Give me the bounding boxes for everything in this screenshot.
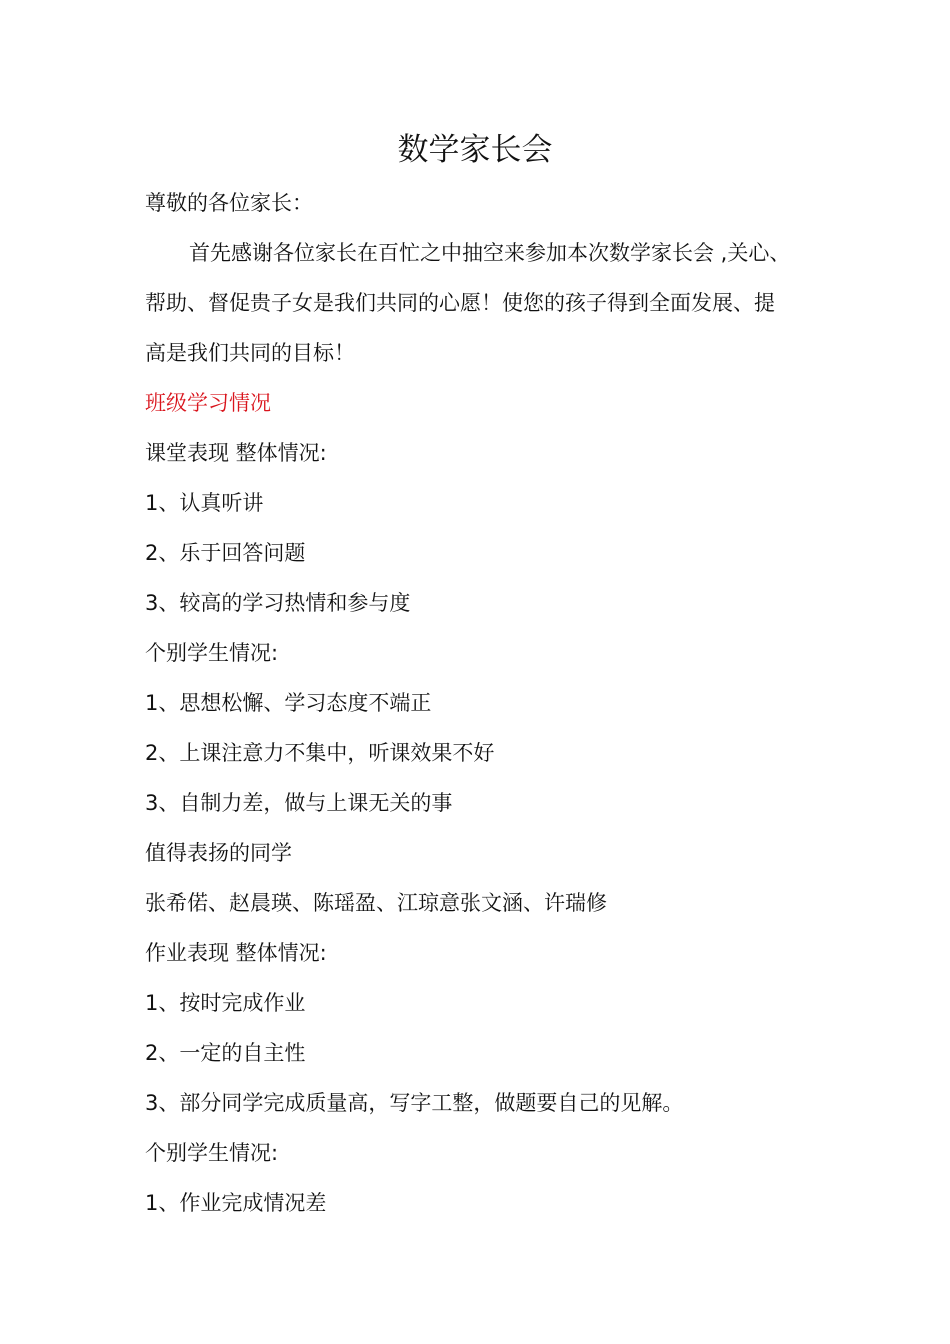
document-body <box>145 178 825 1228</box>
list-item: 3、自制力差，做与上课无关的事 <box>145 791 453 815</box>
intro-line-1: 首先感谢各位家长在百忙之中抽空来参加本次数学家长会 ,关心、 <box>189 241 791 265</box>
praise-names: 张希偌、赵晨瑛、陈瑶盈、江琼意张文涵、许瑞修 <box>145 891 607 915</box>
list-item: 2、乐于回答问题 <box>145 541 306 565</box>
list-item: 2、上课注意力不集中，听课效果不好 <box>145 741 495 765</box>
intro-line-2: 帮助、督促贵子女是我们共同的心愿！使您的孩子得到全面发展、提 <box>145 291 775 315</box>
section-heading: 班级学习情况 <box>145 391 271 415</box>
list-item: 1、认真听讲 <box>145 491 264 515</box>
list-item: 1、作业完成情况差 <box>145 1191 327 1215</box>
list-item: 2、一定的自主性 <box>145 1041 306 1065</box>
classroom-individual-heading: 个别学生情况: <box>145 641 279 665</box>
list-item: 1、按时完成作业 <box>145 991 306 1015</box>
classroom-heading: 课堂表现 整体情况: <box>145 441 327 465</box>
list-item: 3、部分同学完成质量高，写字工整，做题要自己的见解。 <box>145 1091 684 1115</box>
intro-line-3: 高是我们共同的目标！ <box>145 341 355 365</box>
greeting: 尊敬的各位家长： <box>145 191 313 215</box>
list-item: 3、较高的学习热情和参与度 <box>145 591 411 615</box>
homework-individual-heading: 个别学生情况: <box>145 1141 279 1165</box>
praise-heading: 值得表扬的同学 <box>145 841 292 865</box>
homework-heading: 作业表现 整体情况: <box>145 941 327 965</box>
list-item: 1、思想松懈、学习态度不端正 <box>145 691 432 715</box>
document-title: 数学家长会 <box>397 132 553 168</box>
